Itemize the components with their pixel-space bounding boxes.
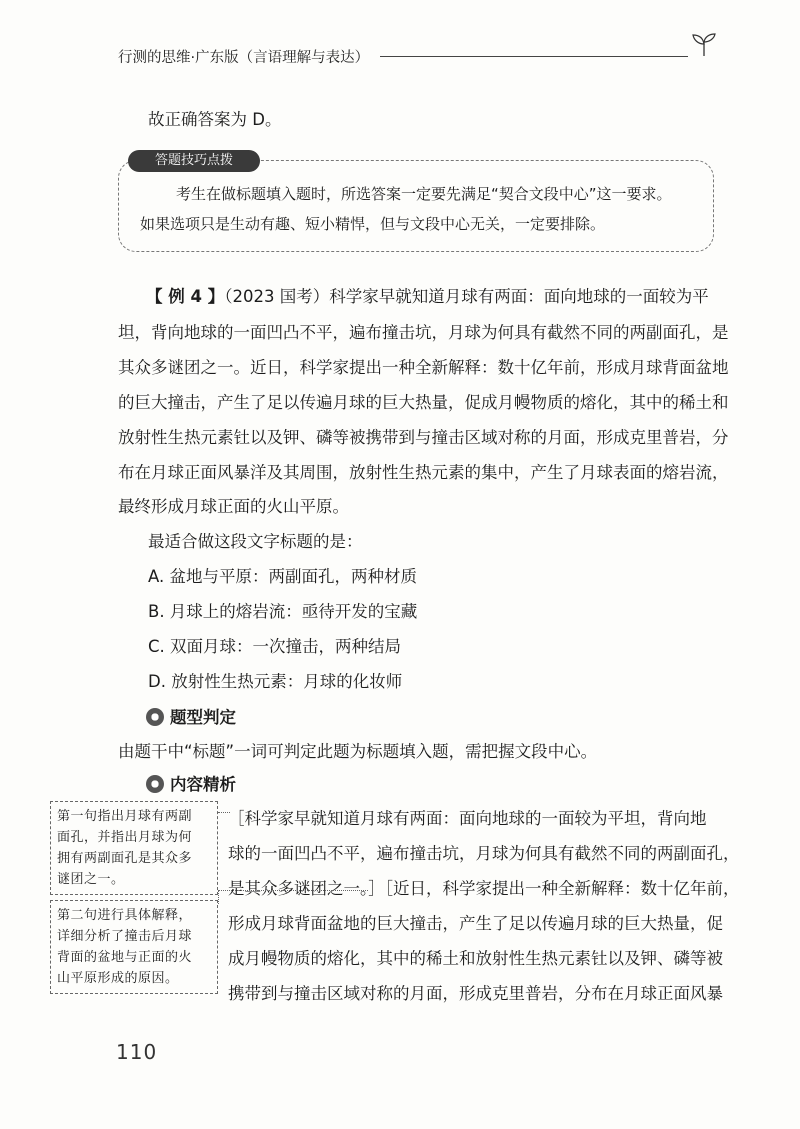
example-line-3: 其众多谜团之一。近日，科学家提出一种全新解释：数十亿年前，形成月球背面盆地	[118, 358, 729, 377]
example-line-7: 最终形成月球正面的火山平原。	[118, 497, 349, 516]
type-section-heading	[146, 706, 236, 730]
flower-icon	[146, 775, 164, 793]
analysis-section-heading	[146, 773, 236, 797]
type-section-text: 由题干中“标题”一词可判定此题为标题填入题，需把握文段中心。	[118, 742, 598, 761]
analysis-line-6: 携带到与撞击区域对称的月面，形成克里普岩，分布在月球正面风暴	[228, 984, 723, 1003]
tip-label: 答题技巧点拨	[128, 150, 260, 172]
sprout-icon	[690, 32, 718, 58]
tip-box	[118, 160, 714, 252]
side-note-2	[50, 900, 218, 994]
flower-icon	[146, 708, 164, 726]
note-1-connector	[218, 812, 230, 813]
note-2-connector-v	[218, 890, 219, 904]
tip-line-1: 考生在做标题填入题时，所选答案一定要先满足“契合文段中心”这一要求。	[176, 185, 672, 203]
note-1-line: 第一句指出月球有两副	[57, 809, 193, 824]
example-line-2: 坦，背向地球的一面凹凸不平，遍布撞击坑，月球为何具有截然不同的两副面孔，是	[118, 323, 729, 342]
type-section-title: 题型判定	[170, 708, 236, 727]
example-line-1: （2023 国考）科学家早就知道月球有两面：面向地球的一面较为平	[224, 287, 709, 306]
question-line: 最适合做这段文字标题的是：	[148, 532, 363, 551]
note-2-line: 第二句进行具体解释，	[57, 908, 193, 923]
example-first-line	[146, 285, 709, 309]
option-a: A. 盆地与平原：两副面孔，两种材质	[148, 567, 417, 586]
note-2-connector-h	[218, 890, 368, 891]
example-line-5: 放射性生热元素钍以及钾、磷等被携带到与撞击区域对称的月面，形成克里普岩，分	[118, 428, 729, 447]
note-2-line: 背面的盆地与正面的火	[57, 950, 193, 965]
note-1-line: 拥有两副面孔是其众多	[57, 851, 193, 866]
option-c: C. 双面月球：一次撞击，两种结局	[148, 637, 402, 656]
option-d: D. 放射性生热元素：月球的化妆师	[148, 672, 403, 691]
header-rule	[380, 56, 688, 57]
answer-line: 故正确答案为 D。	[148, 110, 282, 129]
header-title: 行测的思维·广东版（言语理解与表达）	[118, 50, 370, 66]
note-1-line: 谜团之一。	[57, 872, 125, 887]
analysis-line-1: ［科学家早就知道月球有两面：面向地球的一面较为平坦，背向地	[228, 809, 707, 828]
note-1-line: 面孔，并指出月球为何	[57, 830, 193, 845]
analysis-line-4: 形成月球背面盆地的巨大撞击，产生了足以传遍月球的巨大热量，促	[228, 914, 723, 933]
note-2-line: 详细分析了撞击后月球	[57, 929, 193, 944]
note-2-line: 山平原形成的原因。	[57, 971, 179, 986]
analysis-line-2: 球的一面凹凸不平，遍布撞击坑，月球为何具有截然不同的两副面孔，	[228, 844, 740, 863]
analysis-section-title: 内容精析	[170, 775, 236, 794]
analysis-line-3: 是其众多谜团之一。］［近日，科学家提出一种全新解释：数十亿年前，	[228, 879, 740, 898]
tip-line-2: 如果选项只是生动有趣、短小精悍，但与文段中心无关，一定要排除。	[140, 215, 606, 233]
side-note-1	[50, 801, 218, 895]
example-tag: 【 例 4 】	[146, 287, 225, 306]
analysis-line-5: 成月幔物质的熔化，其中的稀土和放射性生热元素钍以及钾、磷等被	[228, 949, 723, 968]
option-b: B. 月球上的熔岩流：亟待开发的宝藏	[148, 602, 418, 621]
example-line-4: 的巨大撞击，产生了足以传遍月球的巨大热量，促成月幔物质的熔化，其中的稀土和	[118, 393, 729, 412]
page-number: 110	[116, 1040, 158, 1064]
running-header	[118, 42, 718, 68]
example-line-6: 布在月球正面风暴洋及其周围，放射性生热元素的集中，产生了月球表面的熔岩流，	[118, 463, 729, 482]
